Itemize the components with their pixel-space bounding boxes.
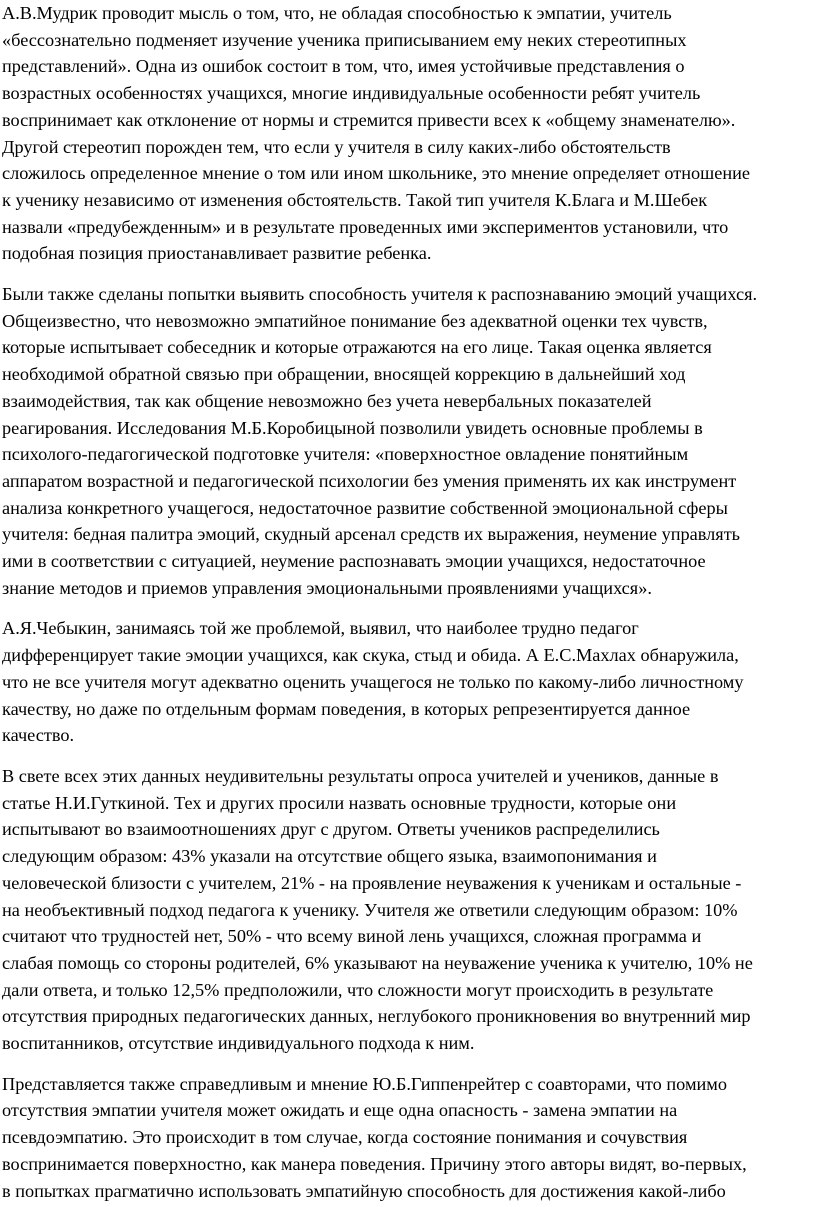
text-line: представлений». Одна из ошибок состоит в том, что, имея устойчивые представления о	[2, 56, 685, 77]
text-line: что не все учителя могут адекватно оценить учащегося не только по какому-либо личностному	[2, 671, 744, 692]
text-line: психолого-педагогической подготовке учителя: «поверхностное овладение понятийным	[2, 444, 689, 465]
text-line: А.Я.Чебыкин, занимаясь той же проблемой, выявил, что наиболее трудно педагог	[2, 618, 639, 639]
text-line: которые испытывает собеседник и которые отражаются на его лице. Такая оценка является	[2, 337, 712, 358]
text-line: А.В.Мудрик проводит мысль о том, что, не обладая способностью к эмпатии, учитель	[2, 3, 672, 23]
text-line: испытывают во взаимоотношениях друг с другом. Ответы учеников распределились	[2, 819, 660, 840]
text-line: дали ответа, и только 12,5% предположили, что сложности могут происходить в результате	[2, 979, 714, 1000]
text-line: отсутствия эмпатии учителя может ожидать и еще одна опасность - замена эмпатии на	[2, 1100, 678, 1121]
text-line: анализа конкретного учащегося, недостаточное развитие собственной эмоциональной сферы	[2, 497, 728, 518]
text-line: Другой стереотип порожден тем, что если у учителя в силу каких-либо обстоятельств	[2, 136, 671, 157]
text-line: псевдоэмпатию. Это происходит в том случае, когда состояние понимания и сочувствия	[2, 1127, 688, 1148]
paragraph	[2, 763, 814, 1057]
text-line: ими в соответствии с ситуацией, неумение распознавать эмоции учащихся, недостаточное	[2, 551, 706, 572]
text-line: следующим образом: 43% указали на отсутствие общего языка, взаимопонимания и	[2, 846, 657, 867]
text-line: слабая помощь со стороны родителей, 6% указывают на неуважение ученика к учителю, 10% не	[2, 952, 753, 973]
text-line: человеческой близости с учителем, 21% - на проявление неуважения к ученикам и остальные -	[2, 872, 742, 893]
text-line: «бессознательно подменяет изучение ученика приписыванием ему неких стереотипных	[2, 29, 687, 50]
text-line: Были также сделаны попытки выявить способность учителя к распознаванию эмоций учащихся.	[2, 284, 758, 305]
text-line: на необъективный подход педагога к ученику. Учителя же ответили следующим образом: 10%	[2, 899, 738, 920]
text-line: знание методов и приемов управления эмоциональными проявлениями учащихся».	[2, 577, 652, 598]
text-line: подобная позиция приостанавливает развитие ребенка.	[2, 243, 432, 264]
text-line: назвали «предубежденным» и в результате проведенных ими экспериментов установили, что	[2, 216, 729, 237]
paragraph	[2, 0, 814, 267]
text-line: аппаратом возрастной и педагогической психологии без умения применять их как инструмент	[2, 470, 737, 491]
text-line: считают что трудностей нет, 50% - что всему виной лень учащихся, сложная программа и	[2, 926, 702, 947]
text-line: возрастных особенностях учащихся, многие индивидуальные особенности ребят учитель	[2, 83, 701, 104]
text-line: качество.	[2, 725, 75, 746]
text-line: Общеизвестно, что невозможно эмпатийное понимание без адекватной оценки тех чувств,	[2, 310, 708, 331]
paragraph	[2, 281, 814, 601]
text-line: взаимодействия, так как общение невозможно без учета невербальных показателей	[2, 390, 652, 411]
text-line: учителя: бедная палитра эмоций, скудный арсенал средств их выражения, неумение управлять	[2, 524, 741, 545]
text-line: статье Н.И.Гуткиной. Тех и других просили назвать основные трудности, которые они	[2, 792, 677, 813]
text-line: дифференцирует такие эмоции учащихся, как скука, стыд и обида. А Е.С.Махлах обнаружила,	[2, 645, 739, 666]
paragraph	[2, 1071, 814, 1205]
text-line: сложилось определенное мнение о том или ином школьнике, это мнение определяет отношение	[2, 163, 751, 184]
text-line: воспринимается поверхностно, как манера поведения. Причину этого авторы видят, во-первых,	[2, 1153, 747, 1174]
text-line: Представляется также справедливым и мнение Ю.Б.Гиппенрейтер с соавторами, что помимо	[2, 1073, 728, 1094]
text-line: необходимой обратной связью при обращении, вносящей коррекцию в дальнейший ход	[2, 364, 686, 385]
text-line: В свете всех этих данных неудивительны результаты опроса учителей и учеников, данные в	[2, 765, 719, 786]
text-line: к ученику независимо от изменения обстоятельств. Такой тип учителя К.Блага и М.Шебек	[2, 189, 708, 210]
text-line: воспринимает как отклонение от нормы и стремится привести всех к «общему знаменателю».	[2, 109, 736, 130]
text-line: качеству, но даже по отдельным формам поведения, в которых репрезентируется данное	[2, 698, 691, 719]
text-line: воспитанников, отсутствие индивидуального подхода к ним.	[2, 1033, 475, 1054]
text-line: в попытках прагматично использовать эмпатийную способность для достижения какой-либо	[2, 1180, 726, 1201]
text-line: реагирования. Исследования М.Б.Коробицыной позволили увидеть основные проблемы в	[2, 417, 703, 438]
text-line: отсутствия природных педагогических данных, неглубокого проникновения во внутренний мир	[2, 1006, 751, 1027]
paragraph	[2, 615, 814, 749]
